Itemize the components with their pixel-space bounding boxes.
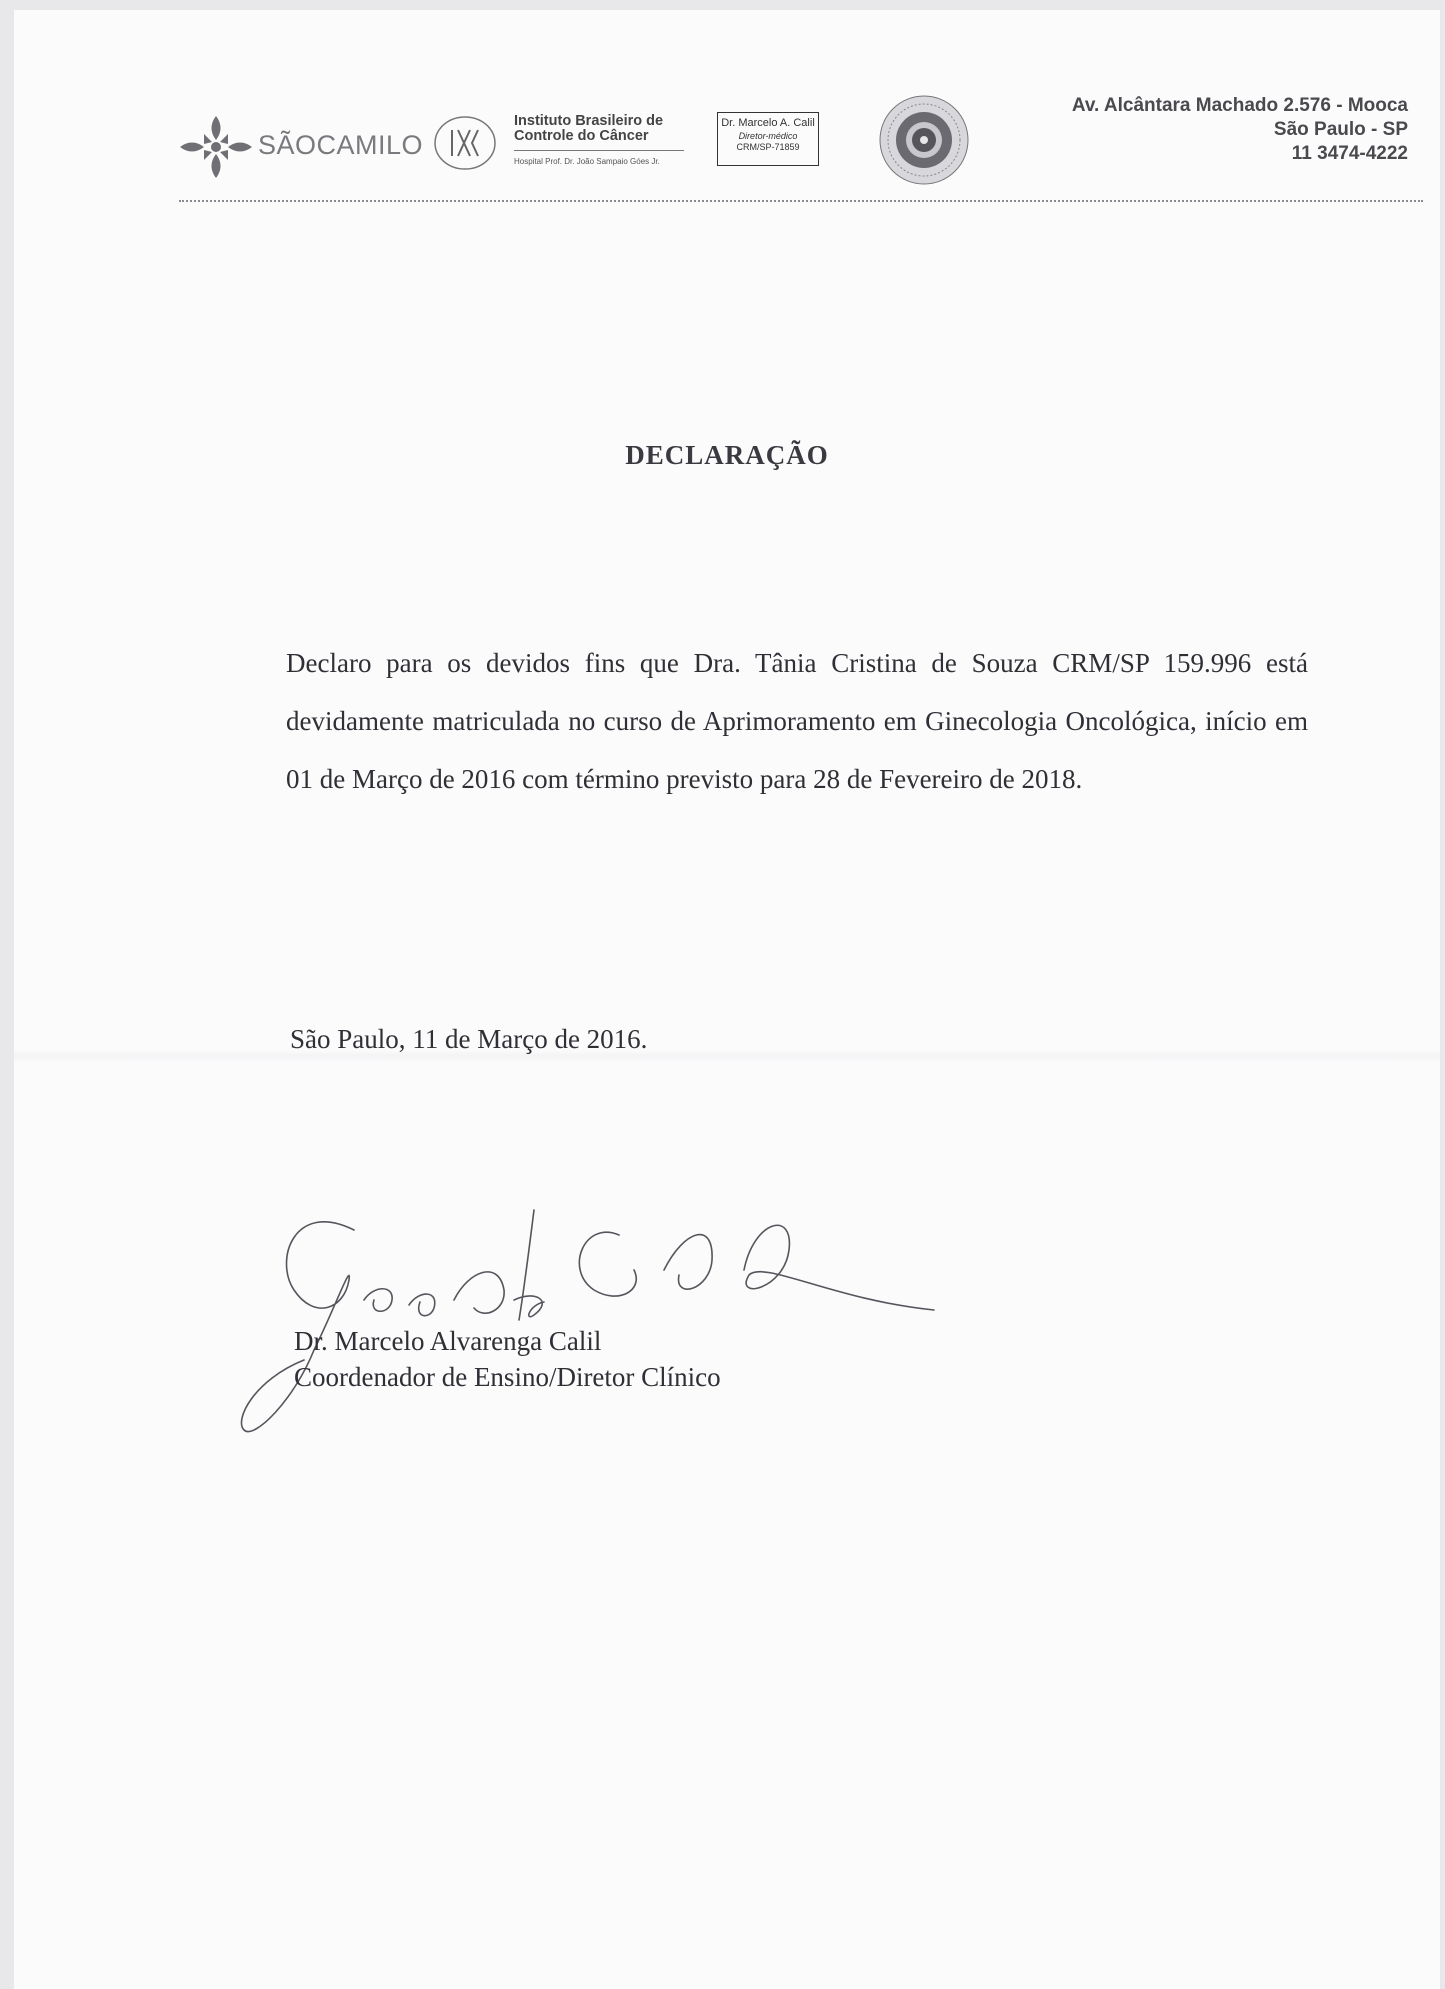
stamp-doctor-name: Dr. Marcelo A. Calil: [721, 117, 815, 129]
declaration-body: Declaro para os devidos fins que Dra. Tânia Cristina de Souza CRM/SP 159.996 está devidamente matriculada no curso de Aprimoramento em Ginecologia Oncológica, início em 01 de Março de 2016 com término previsto para 28 de Fevereiro de 2018.: [286, 648, 1308, 794]
institute-divider: [514, 150, 684, 151]
header-divider: [179, 200, 1423, 202]
ibcc-logo: [432, 114, 498, 172]
signer-role: Coordenador de Ensino/Diretor Clínico: [294, 1362, 721, 1392]
saocamilo-cross-logo: [176, 114, 256, 180]
handwritten-signature: [234, 1190, 954, 1450]
place-and-date: São Paulo, 11 de Março de 2016.: [290, 1024, 648, 1054]
address-street: Av. Alcântara Machado 2.576 - Mooca: [1071, 95, 1408, 116]
doctor-stamp: [717, 112, 819, 166]
institute-name: [514, 114, 663, 144]
institution-seal: [878, 94, 970, 186]
document-page: [14, 10, 1440, 1989]
hospital-name: Hospital Prof. Dr. João Sampaio Góes Jr.: [514, 157, 660, 166]
address-phone: 11 3474-4222: [1291, 143, 1408, 164]
document-title: DECLARAÇÃO: [625, 440, 829, 470]
address-city: São Paulo - SP: [1273, 119, 1408, 140]
signer-name: Dr. Marcelo Alvarenga Calil: [294, 1326, 602, 1356]
clinic-address: [1072, 94, 1408, 166]
institute-name-line2: Controle do Câncer: [514, 128, 649, 144]
stamp-doctor-role: Diretor-médico: [738, 131, 798, 141]
stamp-doctor-crm: CRM/SP-71859: [736, 142, 800, 152]
institute-name-line1: Instituto Brasileiro de: [514, 113, 664, 129]
saocamilo-logo-text: SÃOCAMILO: [258, 130, 424, 160]
